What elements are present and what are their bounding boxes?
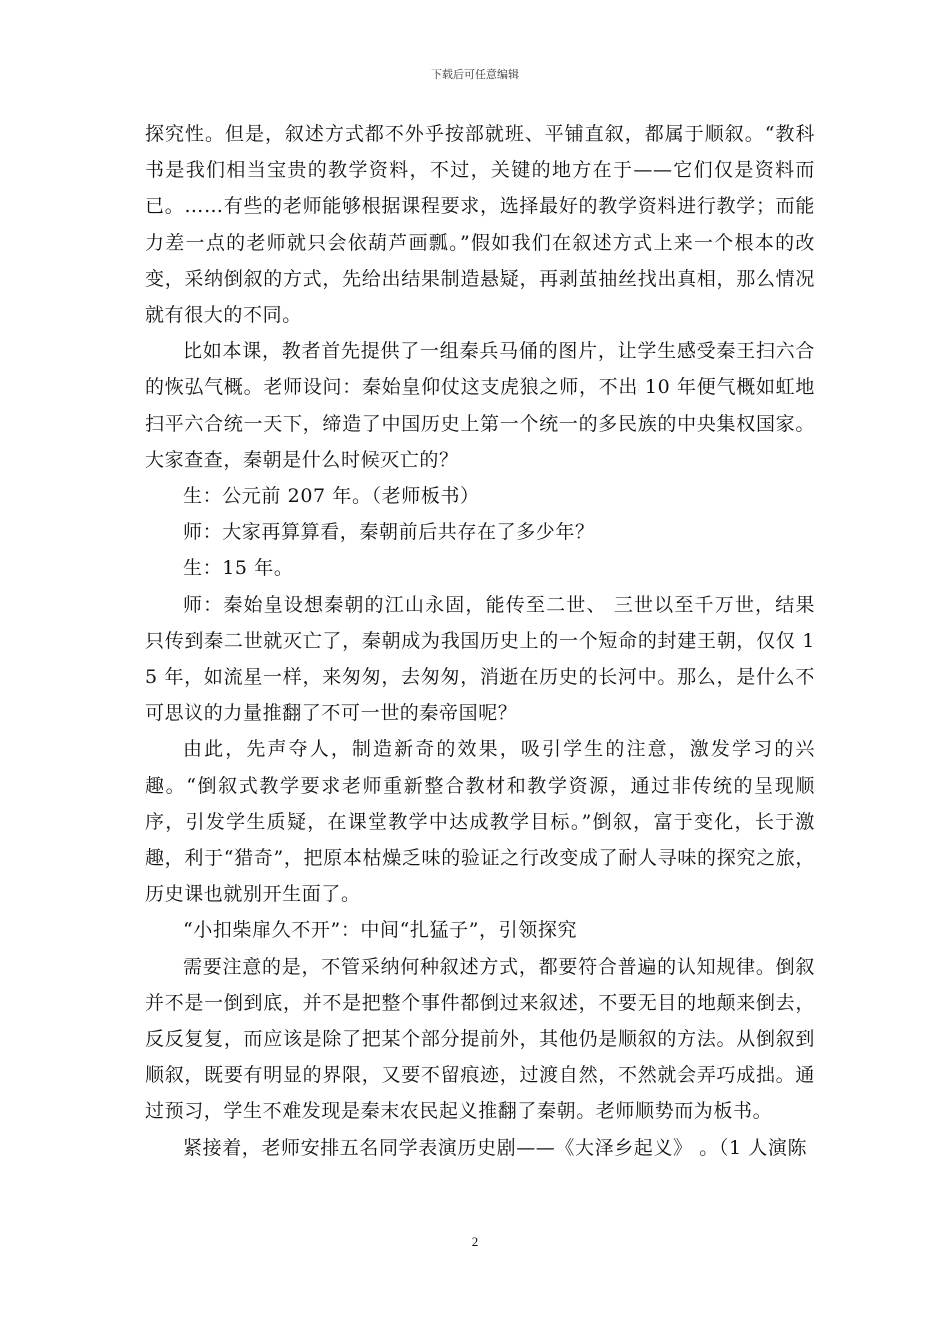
section-heading: “小扣柴扉久不开”：中间“扎猛子”，引领探究 xyxy=(183,919,578,942)
paragraph: 紧接着，老师安排五名同学表演历史剧——《大泽乡起义》 。（1 人演陈 xyxy=(183,1136,808,1159)
page-number: 2 xyxy=(471,1234,479,1249)
dialogue-line: 生：15 年。 xyxy=(183,557,294,580)
dialogue-line: 生：公元前 207 年。（老师板书） xyxy=(183,485,480,508)
dialogue-line: 师：大家再算算看，秦朝前后共存在了多少年？ xyxy=(183,521,595,544)
paragraph: 探究性。但是，叙述方式都不外乎按部就班、平铺直叙，都属于顺叙。“教科书是我们相当宝贵的教学资料，不过，关键的地方在于——它们仅是资料而已。……有些的老师能够根据课程要求，选择最好的教学资料进行教学；而能力差一点的老师就只会依葫芦画瓢。”假如我们在叙述方式上来一个根本的改变，采纳倒叙的方式，先给出结果制造悬疑，再剥茧抽丝找出真相，那么情况就有很大的不同。 xyxy=(145,123,815,327)
paragraph: 由此，先声夺人，制造新奇的效果，吸引学生的注意，激发学习的兴趣。“倒叙式教学要求老师重新整合教材和教学资源，通过非传统的呈现顺序，引发学生质疑，在课堂教学中达成教学目标。”倒叙，富于变化，长于激趣，利于“猎奇”，把原本枯燥乏味的验证之行改变成了耐人寻味的探究之旅，历史课也就别开生面了。 xyxy=(145,738,815,906)
paragraph: 比如本课，教者首先提供了一组秦兵马俑的图片，让学生感受秦王扫六合的恢弘气概。老师设问：秦始皇仰仗这支虎狼之师，不出 10 年便气概如虹地扫平六合统一天下，缔造了中国历史上第一个统一的多民族的中央集权国家。大家查查，秦朝是什么时候灭亡的？ xyxy=(145,340,815,471)
paragraph: 需要注意的是，不管采纳何种叙述方式，都要符合普遍的认知规律。倒叙并不是一倒到底，并不是把整个事件都倒过来叙述，不要无目的地颠来倒去，反反复复，而应该是除了把某个部分提前外，其他仍是顺叙的方法。从倒叙到顺叙，既要有明显的界限，又要不留痕迹，过渡自然，不然就会弄巧成拙。通过预习，学生不难发现是秦末农民起义推翻了秦朝。老师顺势而为板书。 xyxy=(145,955,815,1123)
dialogue-line: 师：秦始皇设想秦朝的江山永固，能传至二世、 三世以至千万世，结果只传到秦二世就灭亡了，秦朝成为我国历史上的一个短命的封建王朝，仅仅 15 年，如流星一样，来匆匆，去匆匆，消逝在历史的长河中。那么，是什么不可思议的力量推翻了不可一世的秦帝国呢？ xyxy=(145,593,815,725)
page-header: 下载后可任意编辑 xyxy=(431,68,519,81)
body-text xyxy=(145,116,815,1166)
